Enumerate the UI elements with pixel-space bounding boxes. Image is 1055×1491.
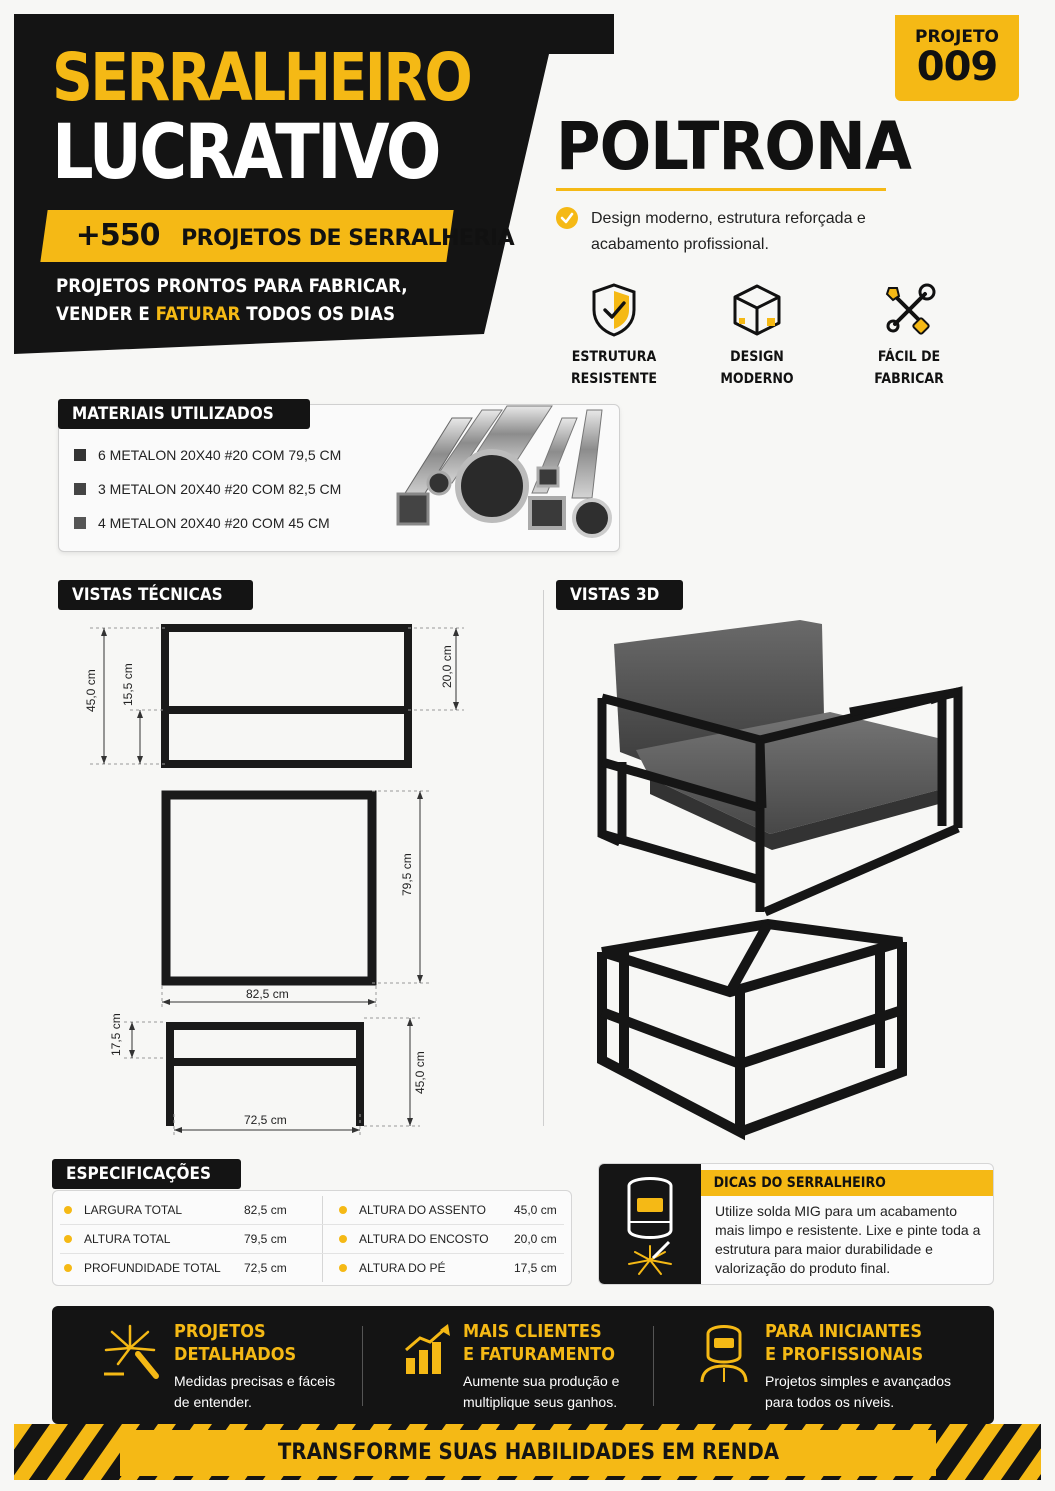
tips-box [598, 1163, 994, 1285]
feature-design-label: DESIGN MODERNO [720, 349, 794, 387]
metal-tubes-image [392, 398, 622, 548]
footer-col-text: Aumente sua produção e multiplique seus ganhos. [463, 1373, 620, 1410]
footer-col-iniciantes [765, 1320, 951, 1413]
spec-assento-value: 45,0 cm [514, 1203, 557, 1217]
spec-pe-value: 17,5 cm [514, 1261, 557, 1275]
welding-spark-icon [98, 1322, 162, 1382]
brand-line1: SERRALHEIRO [52, 39, 471, 116]
armchair-frame [602, 924, 902, 1132]
dim-side-foot: 17,5 cm [109, 1013, 123, 1056]
footer-col-text: Projetos simples e avançados para todos os níveis. [765, 1373, 951, 1410]
tagline-line2 [56, 300, 408, 328]
dim-top-depth: 79,5 cm [400, 853, 414, 896]
technical-drawings [70, 616, 480, 1146]
brand-line2: LUCRATIVO [52, 107, 439, 196]
tools-icon [879, 280, 939, 340]
spec-encosto-label: ALTURA DO ENCOSTO [339, 1232, 489, 1246]
dim-front-seat: 15,5 cm [121, 663, 135, 706]
check-icon [556, 207, 578, 229]
project-tag [895, 15, 1019, 101]
feature-facil [849, 280, 969, 390]
footer-col-heading: MAIS CLIENTES [463, 1321, 602, 1342]
spec-largura-value: 82,5 cm [244, 1203, 287, 1217]
feature-estrutura-label: ESTRUTURA RESISTENTE [570, 349, 658, 387]
spec-altura-label: ALTURA TOTAL [64, 1232, 170, 1246]
armchair-with-cushions [602, 620, 958, 912]
spec-assento-label: ALTURA DO ASSENTO [339, 1203, 486, 1217]
specs-title: ESPECIFICAÇÕES [52, 1159, 241, 1189]
projects-count-label: PROJETOS DE SERRALHERIA [181, 226, 515, 251]
feature-estrutura [554, 280, 674, 390]
spec-pe-label: ALTURA DO PÉ [339, 1261, 445, 1275]
side-view [109, 1013, 427, 1136]
dim-front-back: 20,0 cm [440, 645, 454, 688]
product-title: POLTRONA [556, 108, 912, 185]
tips-title-bar [701, 1170, 994, 1196]
spec-encosto-value: 20,0 cm [514, 1232, 557, 1246]
material-item: 4 METALON 20X40 #20 COM 45 CM [74, 515, 330, 531]
material-item: 3 METALON 20X40 #20 COM 82,5 CM [74, 481, 341, 497]
projects-count: +550 [75, 218, 160, 253]
feature-design [697, 280, 817, 390]
dim-side-height: 45,0 cm [413, 1051, 427, 1094]
welding-mask-icon [599, 1164, 701, 1285]
growth-chart-icon [402, 1322, 454, 1378]
feature-facil-label: FÁCIL DE FABRICAR [874, 349, 944, 387]
product-description: Design moderno, estrutura reforçada e acabamento profissional. [591, 210, 866, 253]
footer-col-heading: E PROFISSIONAIS [765, 1344, 924, 1365]
footer-col-heading: PARA INICIANTES [765, 1321, 922, 1342]
material-item: 6 METALON 20X40 #20 COM 79,5 CM [74, 447, 341, 463]
dim-side-width: 72,5 cm [244, 1113, 287, 1127]
cube-icon [727, 280, 787, 340]
footer-separator [653, 1326, 654, 1406]
footer-col-clientes [463, 1320, 632, 1413]
spec-largura-label: LARGURA TOTAL [64, 1203, 182, 1217]
section-divider [543, 590, 544, 1126]
footer-banner [120, 1430, 936, 1476]
armchair-3d-views [590, 612, 980, 1152]
spec-profundidade-value: 72,5 cm [244, 1261, 287, 1275]
dim-front-height: 45,0 cm [84, 669, 98, 712]
spec-altura-value: 79,5 cm [244, 1232, 287, 1246]
footer-col-heading: E FATURAMENTO [463, 1344, 615, 1365]
views3d-title: VISTAS 3D [556, 580, 683, 610]
top-view [162, 791, 432, 1008]
specs-row-divider [60, 1224, 564, 1225]
tagline-part-b: TODOS OS DIAS [246, 303, 395, 325]
project-number: 009 [916, 44, 998, 90]
technical-title: VISTAS TÉCNICAS [58, 580, 253, 610]
materials-title: MATERIAIS UTILIZADOS [58, 399, 310, 429]
dim-top-width: 82,5 cm [246, 987, 289, 1001]
shield-check-icon [584, 280, 644, 340]
projects-count-badge [40, 210, 515, 262]
project-label: PROJETO [915, 27, 999, 47]
tagline-line1: PROJETOS PRONTOS PARA FABRICAR, [56, 275, 408, 297]
tagline [56, 272, 408, 328]
footer-col-heading: PROJETOS [174, 1321, 266, 1342]
front-view [84, 628, 464, 764]
tips-icon-panel [599, 1164, 701, 1285]
tips-text: Utilize solda MIG para um acabamento mais limpo e resistente. Lixe e pinte toda a estrutura para maior durabilidade e valorização do produto final. [715, 1203, 981, 1276]
spec-profundidade-label: PROFUNDIDADE TOTAL [64, 1261, 221, 1275]
tagline-part-a: VENDER E [56, 303, 150, 325]
footer-col-projetos [174, 1320, 335, 1413]
specs-divider [322, 1196, 323, 1282]
footer-banner-text: TRANSFORME SUAS HABILIDADES EM RENDA [277, 1440, 779, 1465]
tips-title: DICAS DO SERRALHEIRO [713, 1175, 886, 1191]
title-underline [556, 188, 886, 191]
specs-row-divider [60, 1253, 564, 1254]
tagline-highlight: FATURAR [155, 303, 241, 325]
footer-col-heading: DETALHADOS [174, 1344, 297, 1365]
welder-mask-icon [696, 1320, 752, 1384]
footer-col-text: Medidas precisas e fáceis de entender. [174, 1373, 336, 1410]
footer-separator [362, 1326, 363, 1406]
